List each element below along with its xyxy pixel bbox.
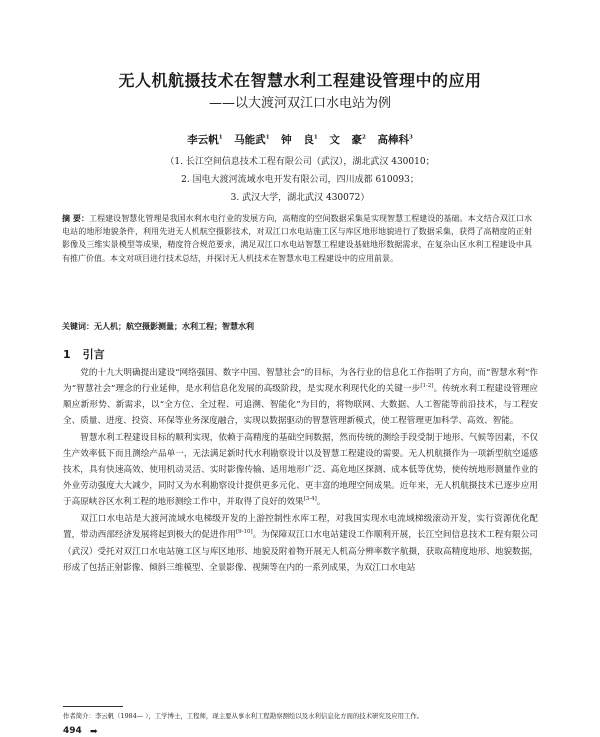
author-list [0,132,600,147]
affiliation-line: （1. 长江空间信息技术工程有限公司（武汉），湖北武汉 430010； [165,157,435,167]
page-number: 494 [63,726,82,736]
paper-subtitle: ——以大渡河双江口水电站为例 [208,96,391,111]
abstract [62,212,532,265]
affiliation-line: 3. 武汉大学，湖北武汉 430072） [230,193,370,203]
section-number: 1 [63,348,71,361]
paragraph: 党的十九大明确提出建设“网络强国、数字中国、智慧社会”的目标，为各行业的信息化工作指明了方向，而“智慧水利”作为“智慧社会”理念的行业延伸，是水利信息化发展的高级阶段，是实现水利现代化的关键一步[1-2]。传统水利工程建设管理应顺应新形势、新需求，以“全方位、全过程、可追溯、智能化”为目的，将物联网、大数据、人工智能等前沿技术，与工程安全、质量、进度、投资、环保等业务深度融合，实现以数据驱动的智慧管理新模式，使工程管理更加科学、高效、智能。 [63,368,538,427]
author: 高棒科$^3$ [377,134,413,146]
abstract-text: 工程建设智慧化管理是我国水利水电行业的发展方向，高精度的空间数据采集是实现智慧工程建设的基础。本文结合双江口水电站的地形地貌条件，利用先进无人机航空摄影技术，对双江口水电站施工区与库区地形地貌进行了数据采集，获得了高精度的正射影像及三维实景模型等成果，精度符合规范要求，满足双江口水电站智慧工程建设基础地形数据需求，在复杂山区水利工程建设中具有推广价值。本文对项目进行技术总结，并探讨无人机技术在智慧水电工程建设中的应用前景。 [62,214,532,263]
citation: [1-2] [420,383,434,390]
citation: [3-4] [303,496,317,503]
citation: [9-10] [235,529,253,536]
author: 李云帆$^1$ [187,134,223,146]
author: 文 豪$^2$ [329,134,366,146]
paragraph: 双江口水电站是大渡河流域水电梯级开发的上游控制性水库工程，对我国实现水电流域梯级滚动开发，实行资源优化配置，带动西部经济发展将起到极大的促进作用[9-10]。为保障双江口水电站建设工作顺利开展，长江空间信息技术工程有限公司（武汉）受托对双江口水电站施工区与库区地形、地貌及附着物开展无人机高分辨率数字航摄，获取高精度地形、地貌数据，形成了包括正射影像、倾斜三维模型、全景影像、视频等在内的一系列成果，为双江口水电站 [63,514,538,573]
body-text [63,365,538,577]
author-footnote: 作者简介：李云帆（1984— ），工学博士，工程师，现主要从事水利工程勘察测绘以及水利信息化方面的技术研究及应用工作。 [63,712,424,720]
paragraph: 智慧水利工程建设目标的顺利实现，依赖于高精度的基础空间数据，然而传统的测绘手段受制于地形、气候等因素，不仅生产效率低下而且测绘产品单一，无法满足新时代水利勘察设计以及智慧工程建设的需要。无人机航摄作为一项新型航空遥感技术，具有快速高效、使用机动灵活、实时影像传输、适用地形广泛、高危地区探测、成本低等优势，使传统地形测量作业的外业劳动强度大大减少，同时又为水利勘察设计提供更多元化、更丰富的地理空间成果。近年来，无人机航摄技术已逐步应用于高原峡谷区水利工程的地形测绘工作中，并取得了良好的效果[3-4]。 [63,433,538,508]
abstract-label: 摘 要： [62,213,90,223]
section-title: 引言 [82,348,105,361]
paper-title: 无人机航摄技术在智慧水利工程建设管理中的应用 [118,71,482,90]
section-heading [63,346,105,362]
keywords [62,320,532,333]
author: 钟 良$^1$ [281,134,318,146]
keywords-label: 关键词： [62,321,94,331]
keywords-text: 无人机；航空摄影测量；水利工程；智慧水利 [94,321,254,331]
author: 马能武$^1$ [234,134,270,146]
affiliations [0,153,600,207]
arrow-right-icon: ➡ [90,727,98,737]
footnote-rule [63,706,123,707]
affiliation-line: 2. 国电大渡河流域水电开发有限公司，四川成都 610093； [181,175,419,185]
